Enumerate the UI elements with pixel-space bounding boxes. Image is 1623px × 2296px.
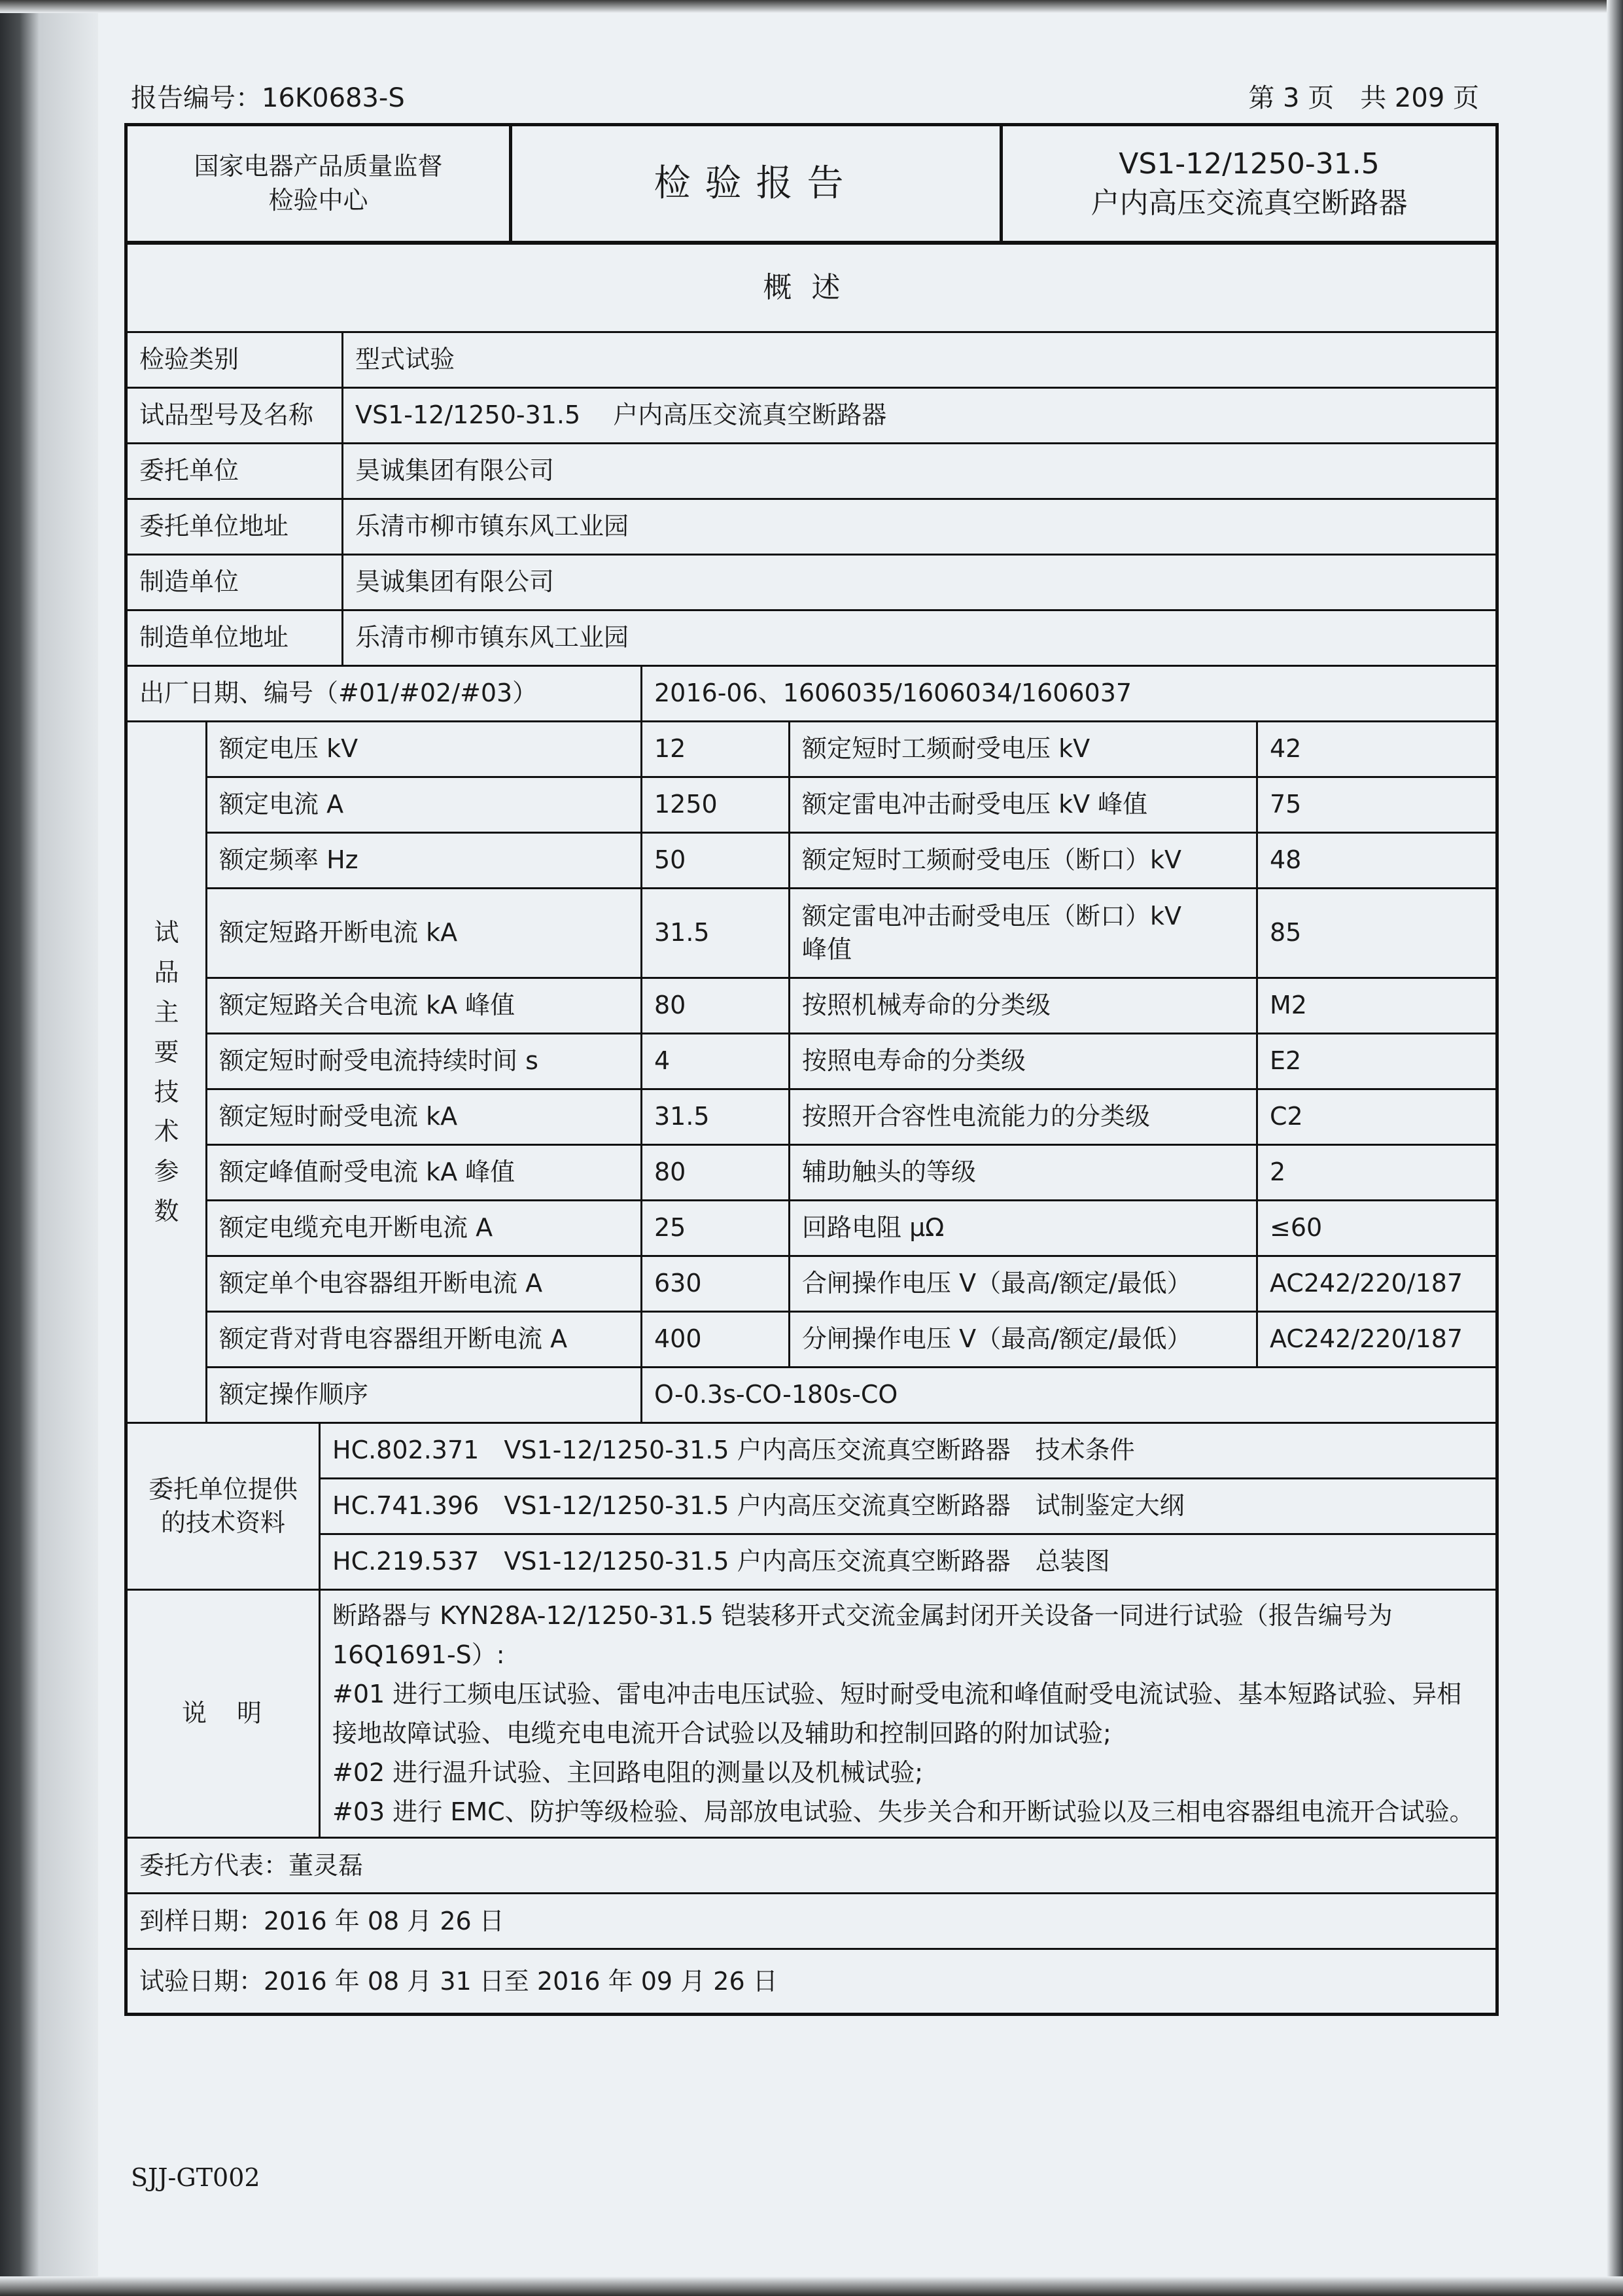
info-row (126, 388, 1497, 444)
parameter-value: ≤60 (1257, 1201, 1497, 1256)
parameter-value: 50 (642, 833, 790, 889)
info-label: 委托单位 (126, 444, 343, 499)
page-binding-shadow (0, 0, 98, 2296)
info-label: 委托单位地址 (126, 499, 343, 555)
info-value: 型式试验 (343, 332, 1497, 388)
parameter-value: 25 (642, 1201, 790, 1256)
parameter-row (126, 1201, 1497, 1256)
sample-arrival-date: 到样日期：2016 年 08 月 26 日 (126, 1894, 1497, 1949)
parameter-name: 额定短时耐受电流 kA (207, 1089, 642, 1145)
note-line: 断路器与 KYN28A-12/1250-31.5 铠装移开式交流金属封闭开关设备一同进行试验（报告编号为 16Q1691-S）: (332, 1601, 1393, 1670)
test-date: 试验日期：2016 年 08 月 31 日至 2016 年 09 月 26 日 (126, 1949, 1497, 2015)
parameter-value: C2 (1257, 1089, 1497, 1145)
tech-doc-row (126, 1479, 1497, 1534)
info-row (126, 499, 1497, 555)
product-name: 户内高压交流真空断路器 (1091, 186, 1408, 220)
parameter-row (126, 1034, 1497, 1089)
parameter-group-label: 试 品 主 要 技 术 参 数 (126, 722, 207, 1423)
parameter-name: 额定电缆充电开断电流 A (207, 1201, 642, 1256)
parameter-name: 额定单个电容器组开断电流 A (207, 1256, 642, 1312)
parameter-row (126, 1312, 1497, 1368)
parameter-name: 额定短时耐受电流持续时间 s (207, 1034, 642, 1089)
parameter-value: O-0.3s-CO-180s-CO (642, 1368, 1497, 1423)
title-block (124, 123, 1499, 244)
parameter-name: 额定雷电冲击耐受电压 kV 峰值 (790, 777, 1257, 833)
parameter-name: 按照开合容性电流能力的分类级 (790, 1089, 1257, 1145)
org-line2: 检验中心 (268, 185, 368, 215)
info-value: 昊诚集团有限公司 (343, 555, 1497, 610)
tech-doc-item: HC.219.537 VS1-12/1250-31.5 户内高压交流真空断路器 总装图 (320, 1534, 1497, 1590)
parameter-name: 分闸操作电压 V（最高/额定/最低） (790, 1312, 1257, 1368)
scan-edge-top (0, 0, 1623, 13)
parameter-row (126, 1256, 1497, 1312)
parameter-value: 85 (1257, 889, 1497, 978)
report-number: 报告编号：16K0683-S (131, 83, 405, 113)
product-model: VS1-12/1250-31.5 (1119, 147, 1380, 181)
info-row (126, 444, 1497, 499)
section-title: 概述 (126, 243, 1497, 332)
parameter-value: 31.5 (642, 1089, 790, 1145)
parameter-name: 额定电流 A (207, 777, 642, 833)
tech-doc-row (126, 1534, 1497, 1590)
info-value: 乐清市柳市镇东风工业园 (343, 610, 1497, 666)
info-row (126, 610, 1497, 666)
parameter-value: 48 (1257, 833, 1497, 889)
parameter-row (126, 978, 1497, 1034)
notes-row (126, 1590, 1497, 1838)
parameter-value: 42 (1257, 722, 1497, 777)
tech-docs-label: 委托单位提供的技术资料 (126, 1423, 320, 1590)
parameter-row (126, 889, 1497, 978)
form-code: SJJ-GT002 (131, 2163, 260, 2192)
parameter-value: 80 (642, 978, 790, 1034)
product-title (1002, 125, 1497, 243)
factory-label: 出厂日期、编号（#01/#02/#03） (126, 666, 642, 722)
parameter-value: AC242/220/187 (1257, 1312, 1497, 1368)
notes-label: 说 明 (126, 1590, 320, 1838)
parameter-name: 额定短时工频耐受电压 kV (790, 722, 1257, 777)
info-value: 昊诚集团有限公司 (343, 444, 1497, 499)
tech-doc-item: HC.741.396 VS1-12/1250-31.5 户内高压交流真空断路器 试制鉴定大纲 (320, 1479, 1497, 1534)
info-label: 检验类别 (126, 332, 343, 388)
report-title: 检验报告 (511, 125, 1002, 243)
parameter-row (126, 1089, 1497, 1145)
parameter-name: 辅助触头的等级 (790, 1145, 1257, 1201)
parameter-name: 额定短路开断电流 kA (207, 889, 642, 978)
parameter-value: 400 (642, 1312, 790, 1368)
parameter-row (126, 833, 1497, 889)
parameter-row (126, 777, 1497, 833)
parameter-value: 12 (642, 722, 790, 777)
client-representative: 委托方代表：董灵磊 (126, 1838, 1497, 1894)
org-line1: 国家电器产品质量监督 (194, 152, 443, 181)
info-label: 制造单位 (126, 555, 343, 610)
factory-value: 2016-06、1606035/1606034/1606037 (642, 666, 1497, 722)
parameter-name: 按照电寿命的分类级 (790, 1034, 1257, 1089)
parameter-name: 合闸操作电压 V（最高/额定/最低） (790, 1256, 1257, 1312)
tech-doc-item: HC.802.371 VS1-12/1250-31.5 户内高压交流真空断路器 技术条件 (320, 1423, 1497, 1479)
parameter-name: 额定峰值耐受电流 kA 峰值 (207, 1145, 642, 1201)
parameter-value: E2 (1257, 1034, 1497, 1089)
parameter-name: 额定电压 kV (207, 722, 642, 777)
parameter-name: 额定操作顺序 (207, 1368, 642, 1423)
parameter-name: 额定频率 Hz (207, 833, 642, 889)
factory-row (126, 666, 1497, 722)
parameter-value: 1250 (642, 777, 790, 833)
parameter-name: 额定雷电冲击耐受电压（断口）kV 峰值 (790, 889, 1257, 978)
parameter-value: 31.5 (642, 889, 790, 978)
note-line: #01 进行工频电压试验、雷电冲击电压试验、短时耐受电流和峰值耐受电流试验、基本短路试验、异相接地故障试验、电缆充电电流开合试验以及辅助和控制回路的附加试验; (332, 1680, 1462, 1748)
parameter-value: 80 (642, 1145, 790, 1201)
note-line: #03 进行 EMC、防护等级检验、局部放电试验、失步关合和开断试验以及三相电容器组电流开合试验。 (332, 1797, 1475, 1827)
parameter-row (126, 1145, 1497, 1201)
scan-edge-right (1607, 0, 1623, 2296)
info-row (126, 555, 1497, 610)
info-value: 乐清市柳市镇东风工业园 (343, 499, 1497, 555)
parameter-value: AC242/220/187 (1257, 1256, 1497, 1312)
parameter-value: 630 (642, 1256, 790, 1312)
note-line: #02 进行温升试验、主回路电阻的测量以及机械试验; (332, 1758, 924, 1788)
scan-edge-bottom (0, 2276, 1623, 2296)
notes-content (320, 1590, 1497, 1838)
info-value: VS1-12/1250-31.5 户内高压交流真空断路器 (343, 388, 1497, 444)
overview-table (124, 241, 1499, 2016)
parameter-value: M2 (1257, 978, 1497, 1034)
parameter-name: 额定短路关合电流 kA 峰值 (207, 978, 642, 1034)
info-label: 制造单位地址 (126, 610, 343, 666)
parameter-value: 75 (1257, 777, 1497, 833)
info-label: 试品型号及名称 (126, 388, 343, 444)
parameter-name: 按照机械寿命的分类级 (790, 978, 1257, 1034)
parameter-value: 2 (1257, 1145, 1497, 1201)
operating-sequence-row (126, 1368, 1497, 1423)
tech-doc-row (126, 1423, 1497, 1479)
parameter-name: 额定背对背电容器组开断电流 A (207, 1312, 642, 1368)
parameter-row (126, 722, 1497, 777)
issuing-organization (126, 125, 511, 243)
parameter-value: 4 (642, 1034, 790, 1089)
info-row (126, 332, 1497, 388)
parameter-name: 额定短时工频耐受电压（断口）kV (790, 833, 1257, 889)
page-number: 第 3 页 共 209 页 (1248, 83, 1479, 113)
parameter-name: 回路电阻 μΩ (790, 1201, 1257, 1256)
